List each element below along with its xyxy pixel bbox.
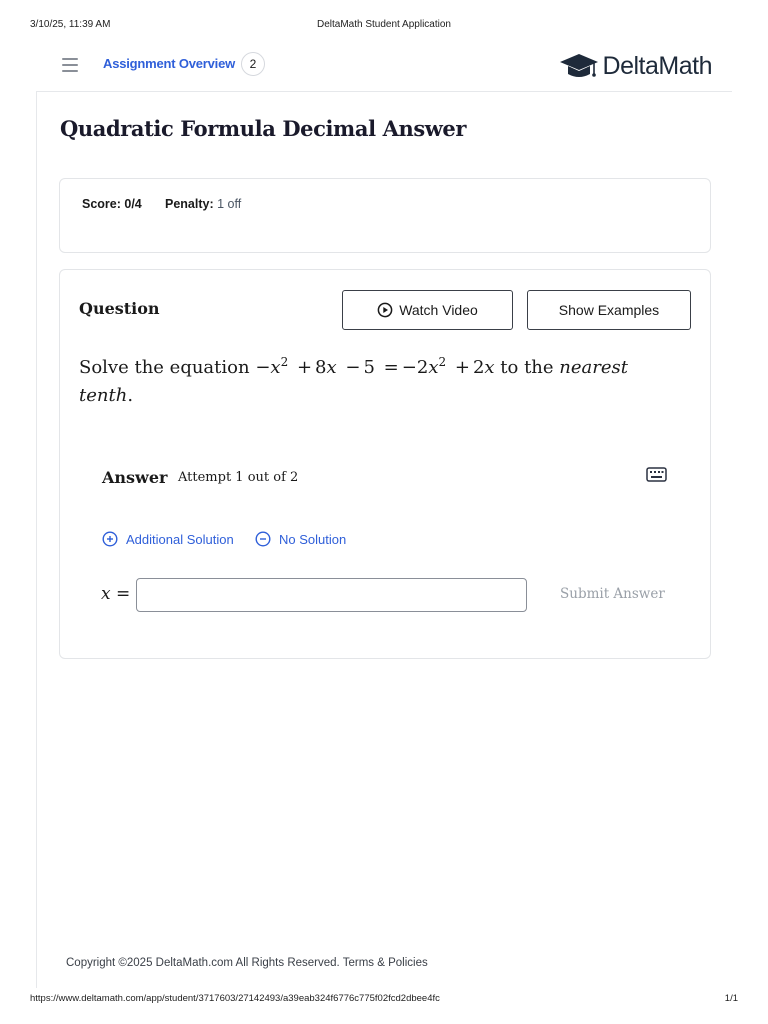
question-emphasis: nearest tenth [79,357,629,406]
print-url: https://www.deltamath.com/app/student/3717603/27142493/a39eab324f6776c775f02fcd2dbee4fc [30,993,440,1004]
plus-circle-icon [102,531,118,547]
eq-var: x [428,357,439,378]
copyright-footer: Copyright ©2025 DeltaMath.com All Rights Reserved. Terms & Policies [66,957,428,969]
eq-coef: 8 [315,357,327,378]
assignment-count-badge: 2 [241,52,265,76]
sidebar-divider [36,92,37,988]
play-circle-icon [377,302,393,318]
page-title: Quadratic Formula Decimal Answer [60,116,467,141]
answer-equals: = [116,584,131,604]
watch-video-label: Watch Video [399,302,478,318]
penalty-info [165,197,241,211]
watch-video-button[interactable] [342,290,513,330]
no-solution-label: No Solution [279,531,347,547]
eq-sign: − [401,357,417,378]
show-examples-button[interactable] [527,290,691,330]
eq-exponent: 2 [438,355,447,369]
hamburger-menu-icon[interactable] [62,58,78,72]
eq-equals: = [383,357,399,378]
logo-wordmark: DeltaMath [602,51,712,80]
score-card [59,178,711,253]
eq-exponent: 2 [280,355,289,369]
eq-operator: + [296,357,313,378]
question-card [59,269,711,659]
additional-solution-label: Additional Solution [126,531,234,547]
question-text [79,354,679,410]
assignment-overview-link[interactable]: Assignment Overview [103,56,236,71]
header-divider [36,91,732,92]
score-value: Score: 0/4 [82,197,142,211]
deltamath-logo[interactable] [559,50,712,82]
print-footer [30,993,738,1007]
eq-var: x [270,357,281,378]
answer-heading: Answer [102,468,168,487]
eq-var: x [326,357,337,378]
show-examples-label: Show Examples [558,302,660,318]
penalty-value: 1 off [217,197,242,211]
penalty-label: Penalty: [165,197,214,211]
print-page-number: 1/1 [724,993,738,1004]
eq-coef: 2 [472,357,485,378]
answer-variable: x [101,584,111,604]
question-prefix: Solve the equation [79,357,250,378]
question-end: . [127,385,134,406]
no-solution-button[interactable] [255,531,346,547]
top-navigation-bar [36,48,732,88]
eq-coef: 2 [416,357,429,378]
question-suffix: to the [500,357,554,378]
question-heading: Question [79,299,160,318]
eq-operator: + [454,357,470,378]
keyboard-icon[interactable] [646,467,667,482]
eq-constant: 5 [363,357,375,378]
attempt-counter: Attempt 1 out of 2 [178,470,299,485]
eq-var: x [484,357,495,378]
graduation-cap-icon [559,52,599,80]
answer-input[interactable] [136,578,527,612]
equation [255,357,500,378]
answer-variable-label [101,584,130,604]
additional-solution-button[interactable] [102,531,234,547]
eq-operator: − [345,357,361,378]
eq-sign: − [255,357,271,378]
print-header [30,19,738,33]
print-title: DeltaMath Student Application [317,19,451,30]
submit-answer-button[interactable]: Submit Answer [560,586,665,602]
minus-circle-icon [255,531,271,547]
print-datetime: 3/10/25, 11:39 AM [30,19,111,30]
